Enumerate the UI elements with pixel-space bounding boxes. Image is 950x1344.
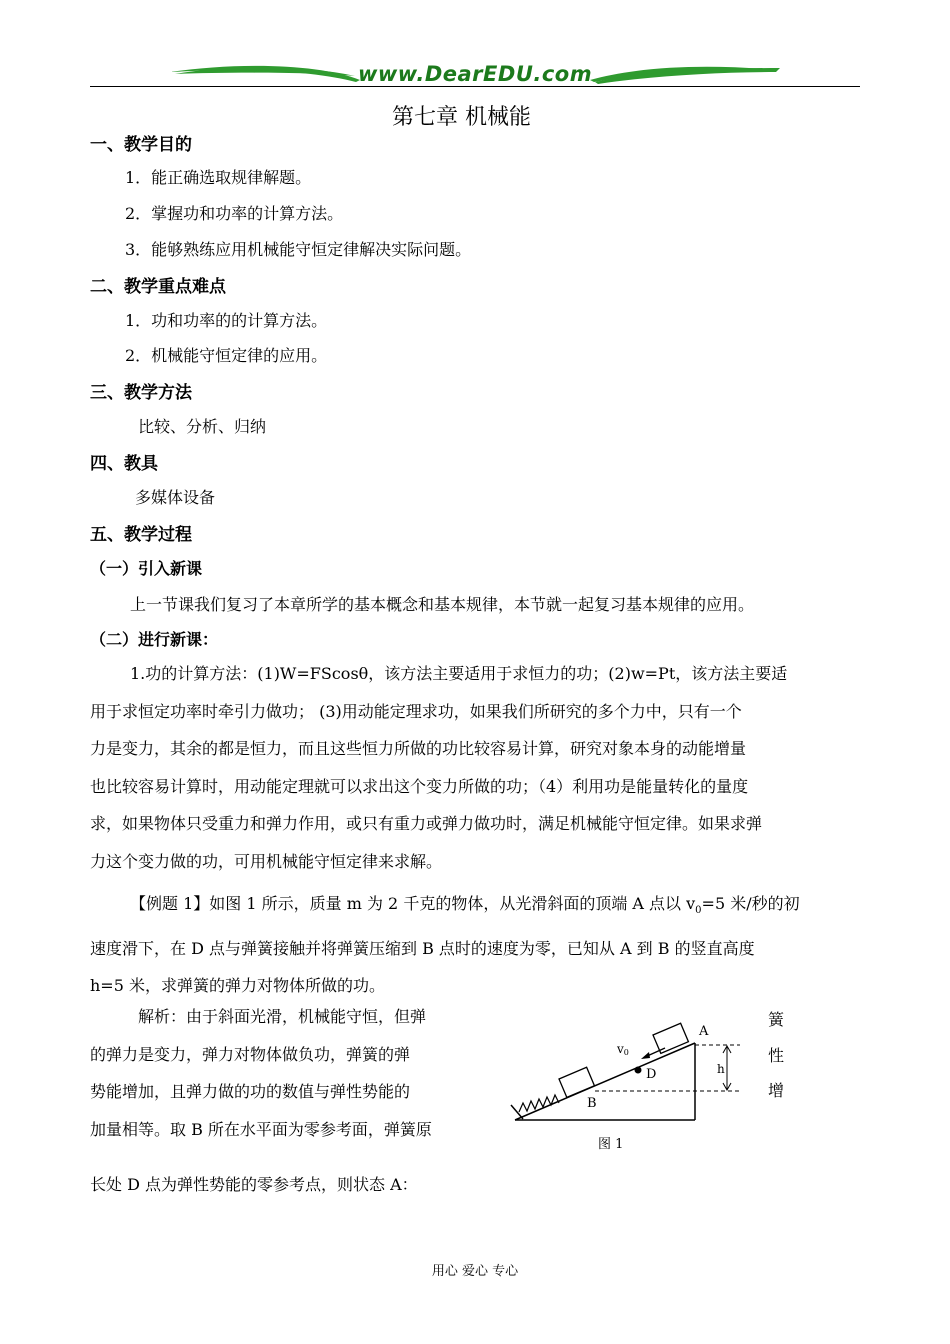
example-line: 【例题 1】如图 1 所示，质量 m 为 2 千克的物体，从光滑斜面的顶端 A 点以 $v_0=5$ 米/秒的初 [130,894,800,917]
figure-caption: 图 1 [598,1137,624,1152]
point-d [635,1067,642,1074]
paragraph-line: 力这个变力做的功，可用机械能守恒定律来求解。 [90,851,443,871]
list-item: 1．能正确选取规律解题。 [125,168,312,187]
analysis-last-line: 长处 D 点为弹性势能的零参考点，则状态 A： [90,1175,418,1194]
section-heading-2: 二、教学重点难点 [90,277,226,297]
example-line: 速度滑下，在 D 点与弹簧接触并将弹簧压缩到 B 点时的速度为零，已知从 A 到 B 的竖直高度 [90,938,755,958]
section-heading-1: 一、教学目的 [90,135,192,155]
paragraph-line: 1.功的计算方法：(1)W=FScosθ，该方法主要适用于求恒力的功；(2)w=Pt，该方法主要适 [130,664,788,683]
label-b: B [587,1096,597,1111]
section-text-4: 多媒体设备 [135,488,216,507]
paragraph-line: 用于求恒定功率时牵引力做功； (3)用动能定理求功，如果我们所研究的多个力中，只有一个 [90,701,742,721]
intro-text: 上一节课我们复习了本章所学的基本概念和基本规律，本节就一起复习基本规律的应用。 [130,595,755,614]
label-h: h [717,1062,725,1076]
subsection-heading-1: （一）引入新课 [90,559,203,578]
page-title: 第七章 机械能 [392,105,531,130]
header-rule [90,86,860,87]
paragraph-line: 力是变力，其余的都是恒力，而且这些恒力所做的功比较容易计算，研究对象本身的动能增量 [90,739,747,759]
section-heading-3: 三、教学方法 [90,383,192,403]
list-item: 2．机械能守恒定律的应用。 [125,346,328,365]
incline-surface [515,1043,695,1120]
block-at-b [559,1067,594,1097]
example-1 [90,885,870,1005]
analysis-line: 加量相等。取 B 所在水平面为零参考面，弹簧原 [90,1119,432,1139]
header-logo-text: www.DearEDU.com [358,62,593,86]
list-item: 1．功和功率的的计算方法。 [125,311,328,330]
analysis-line: 解析：由于斜面光滑，机械能守恒，但弹 [138,1007,427,1026]
section-text-3: 比较、分析、归纳 [138,417,267,436]
paragraph-line: 也比较容易计算时，用动能定理就可以求出这个变力所做的功；（4）利用功是能量转化的量度 [90,776,749,796]
page-footer: 用心 爱心 专心 [431,1264,519,1279]
list-item: 3．能够熟练应用机械能守恒定律解决实际问题。 [125,240,472,259]
paragraph-line: 求，如果物体只受重力和弹力作用，或只有重力或弹力做功时，满足机械能守恒定律。如果求弹 [90,814,763,834]
section-heading-5: 五、教学过程 [90,525,192,545]
analysis-text [90,998,500,1148]
velocity-arrowhead [641,1052,650,1059]
analysis-line: 势能增加，且弹力做的功的数值与弹性势能的 [90,1082,411,1102]
method-paragraph [90,655,870,881]
analysis-line: 的弹力是变力，弹力对物体做负功，弹簧的弹 [90,1044,411,1064]
analysis-right-char: 性 [768,1046,785,1065]
figure-1-incline-diagram [505,1015,805,1155]
analysis-right-char: 增 [768,1081,785,1100]
label-v: v0 [617,1042,629,1057]
example-line: h=5 米，求弹簧的弹力对物体所做的功。 [90,976,385,996]
label-d: D [646,1067,657,1082]
subsection-heading-2: （二）进行新课： [90,630,219,649]
label-a: A [699,1024,709,1039]
section-heading-4: 四、教具 [90,454,158,474]
list-item: 2．掌握功和功率的计算方法。 [125,204,344,223]
analysis-right-char: 簧 [768,1010,785,1029]
